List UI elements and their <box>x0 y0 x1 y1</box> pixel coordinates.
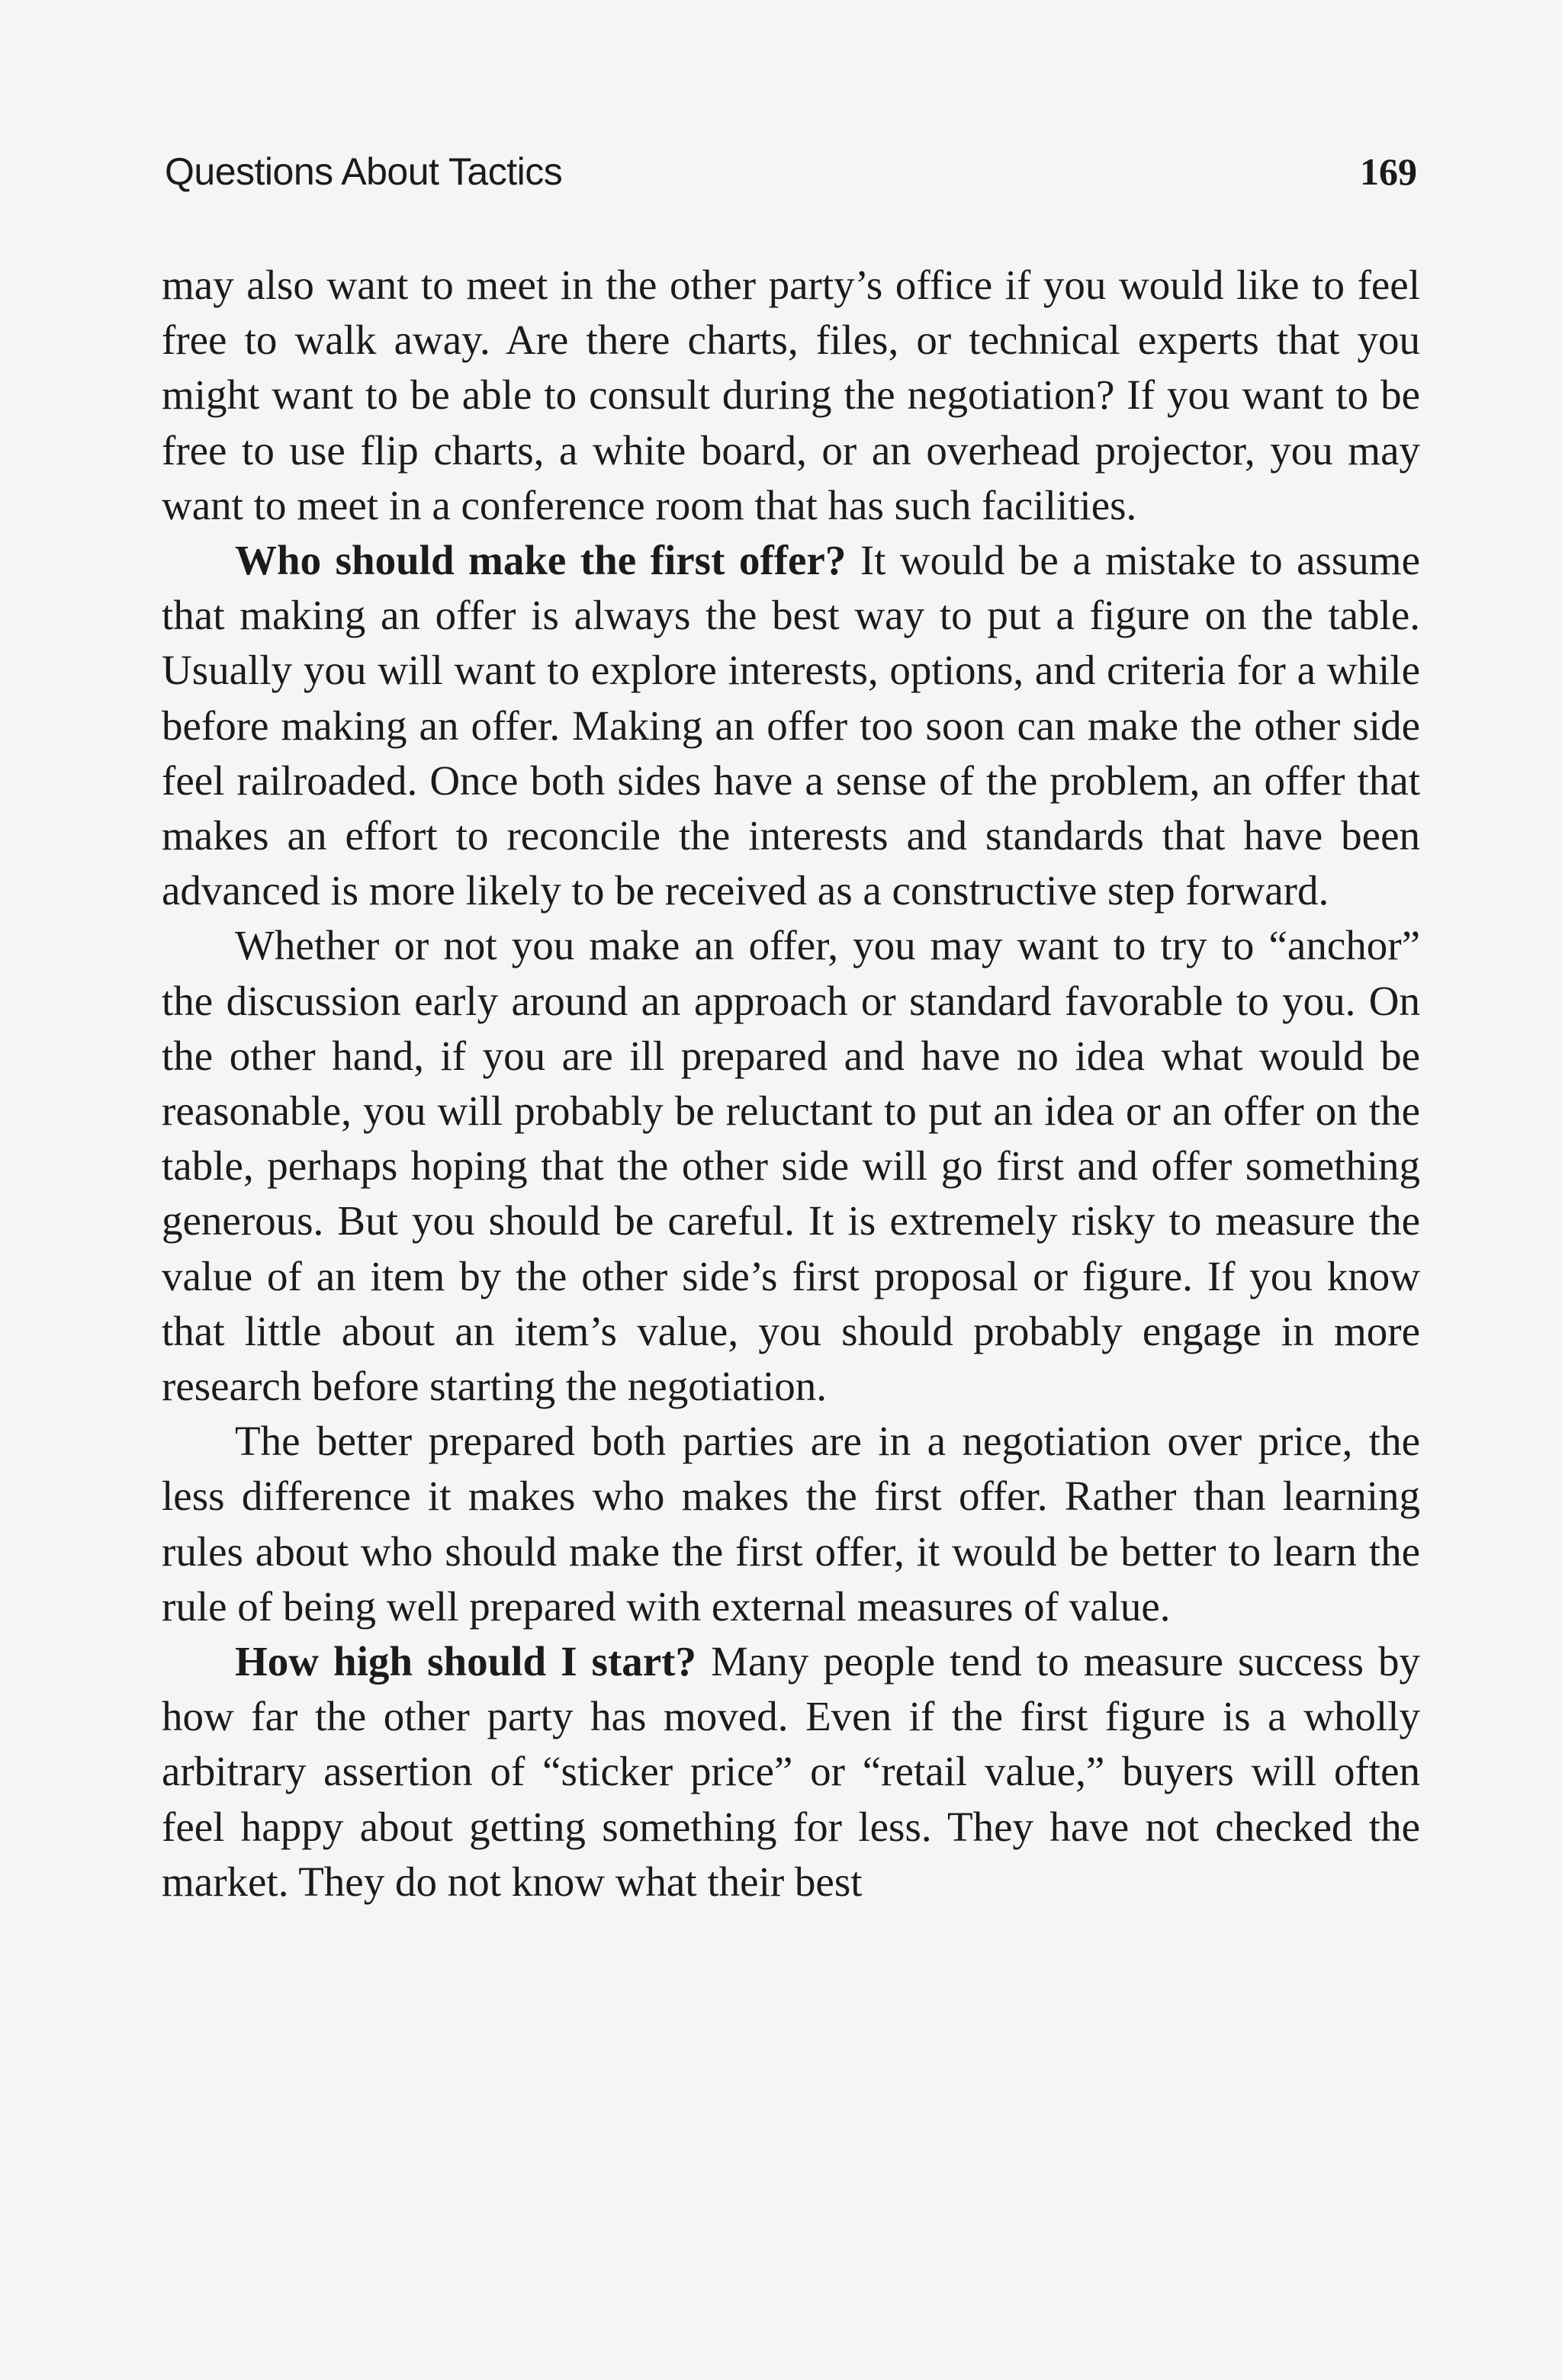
paragraph-text: Whether or not you make an offer, you may want to try to “anchor” the discussion early around an approach or standard favorable to you. On the other hand, if you are ill prepared and have no idea what would be reasonable, you will probably be reluctant to put an idea or an offer on the table, perhaps hoping that the other side will go first and offer something generous. But you should be careful. It is extremely risky to measure the value of an item by the other side’s first proposal or figure. If you know that little about an item’s value, you should probably engage in more research before starting the negotiation. <box>162 922 1420 1410</box>
question-heading-how-high: How high should I start? <box>235 1638 696 1685</box>
paragraph-5 <box>162 1634 1420 1909</box>
paragraph-text: may also want to meet in the other party’s office if you would like to feel free to walk away. Are there charts, files, or technical experts that you might want to be able to consult during the negotiation? If you want to be free to use flip charts, a white board, or an overhead projector, you may want to meet in a conference room that has such facilities. <box>162 262 1420 528</box>
body-text <box>162 258 1420 1909</box>
question-heading-first-offer: Who should make the first offer? <box>235 537 847 584</box>
running-head: Questions About Tactics <box>165 150 563 193</box>
paragraph-text: The better prepared both parties are in a negotiation over price, the less difference it makes who makes the first offer. Rather than learning rules about who should make the first offer, it would be better to learn the rule of being well prepared with external measures of value. <box>162 1418 1420 1630</box>
page-header <box>165 149 1417 203</box>
paragraph-text: Many people tend to measure success by how far the other party has moved. Even if the first figure is a wholly arbitrary assertion of “sticker price” or “retail value,” buyers will often feel happy about getting something for less. They have not checked the market. They do not know what their best <box>162 1638 1420 1905</box>
paragraph-3 <box>162 918 1420 1414</box>
paragraph-4 <box>162 1414 1420 1634</box>
paragraph-text: It would be a mistake to assume that making an offer is always the best way to put a figure on the table. Usually you will want to explore interests, options, and criteria for a while before making an offer. Making an offer too soon can make the other side feel railroaded. Once both sides have a sense of the problem, an offer that makes an effort to reconcile the interests and standards that have been advanced is more likely to be received as a constructive step forward. <box>162 537 1420 914</box>
paragraph-2 <box>162 533 1420 918</box>
paragraph-1 <box>162 258 1420 533</box>
page-number: 169 <box>1360 150 1417 193</box>
